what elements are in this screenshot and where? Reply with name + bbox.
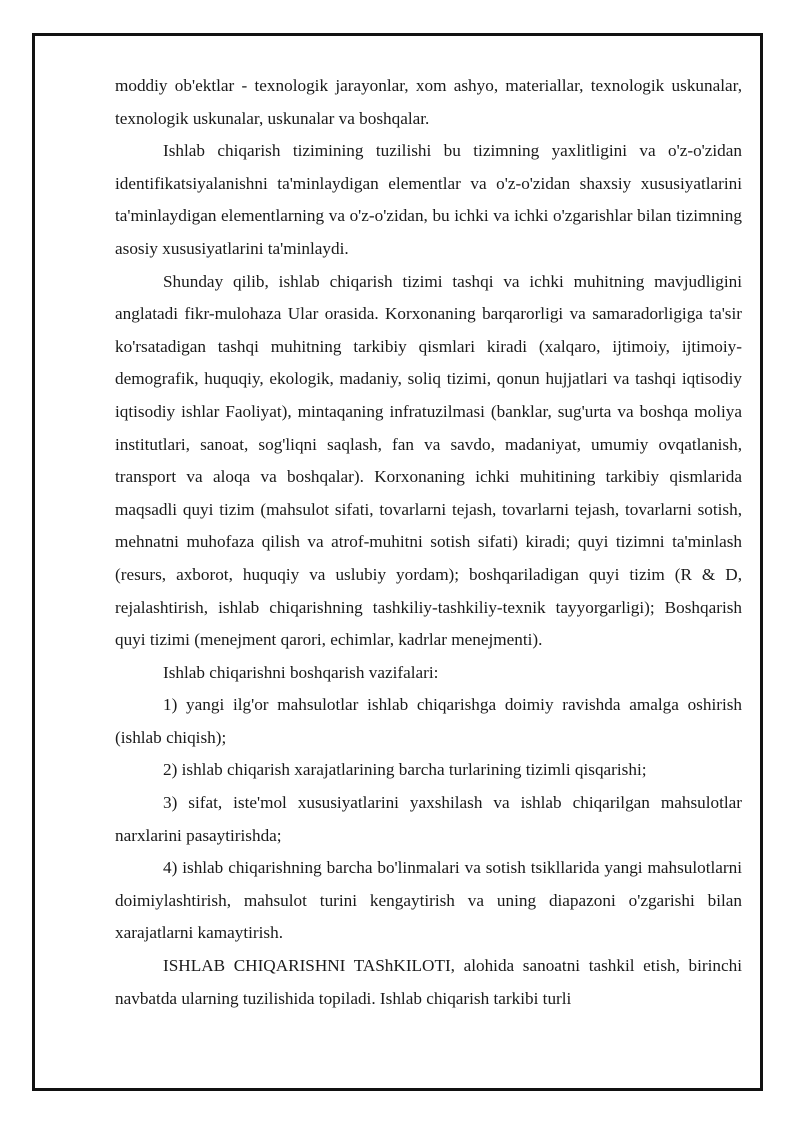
- paragraph: Ishlab chiqarish tizimining tuzilishi bu tizimning yaxlitligini va o'z-o'zidan identifikatsiyalanishni ta'minlaydigan elementlar va o'z-o'zidan shaxsiy xususiyatlarini ta'minlaydigan elementlarning va o'z-o'zidan, bu ichki va ichki o'zgarishlar bilan tizimning asosiy xususiyatlarini ta'minlaydi.: [115, 141, 742, 258]
- section-heading: Ishlab chiqarishni boshqarish vazifalari:: [163, 662, 439, 682]
- list-item: 1) yangi ilg'or mahsulotlar ishlab chiqarishga doimiy ravishda amalga oshirish (ishlab chiqish);: [115, 695, 742, 747]
- list-item: 4) ishlab chiqarishning barcha bo'linmalari va sotish tsikllarida yangi mahsulotlarni doimiylashtirish, mahsulot turini kengaytirish va uning diapazoni o'zgarishi bilan xarajatlarni kamaytirish.: [115, 858, 742, 943]
- list-item: 3) sifat, iste'mol xususiyatlarini yaxshilash va ishlab chiqarilgan mahsulotlar narxlarini pasaytirishda;: [115, 793, 742, 845]
- document-body: [115, 70, 742, 1015]
- paragraph: Shunday qilib, ishlab chiqarish tizimi tashqi va ichki muhitning mavjudligini anglatadi fikr-mulohaza Ular orasida. Korxonaning barqarorligi va samaradorligiga ta'sir ko'rsatadigan tashqi muhitning tarkibiy qismlari kiradi (xalqaro, ijtimoiy, ijtimoiy-demografik, huquqiy, ekologik, madaniy, soliq tizimi, qonun hujjatlari va tashqi iqtisodiy iqtisodiy ishlar Faoliyat), mintaqaning infratuzilmasi (banklar, sug'urta va boshqa moliya institutlari, sanoat, sog'liqni saqlash, fan va savdo, madaniyat, umumiy ovqatlanish, transport va aloqa va boshqalar). Korxonaning ichki muhitining tarkibiy qismlarida maqsadli quyi tizim (mahsulot sifati, tovarlarni tejash, tovarlarni tejash, tovarlarni sotish, mehnatni muhofaza qilish va atrof-muhitni sotish sifati) kiradi; quyi tizimni ta'minlash (resurs, axborot, huquqiy va uslubiy yordam); boshqariladigan quyi tizim (R & D, rejalashtirish, ishlab chiqarishning tashkiliy-tashkiliy-texnik tayyorgarligi); Boshqarish quyi tizimi (menejment qarori, echimlar, kadrlar menejmenti).: [115, 271, 742, 650]
- list-item: 2) ishlab chiqarish xarajatlarining barcha turlarining tizimli qisqarishi;: [163, 760, 647, 780]
- paragraph: moddiy ob'ektlar - texnologik jarayonlar, xom ashyo, materiallar, texnologik uskunalar, texnologik uskunalar, uskunalar va boshqalar.: [115, 76, 742, 128]
- paragraph: ISHLAB CHIQARISHNI TAShKILOTI, alohida sanoatni tashkil etish, birinchi navbatda ularning tuzilishida topiladi. Ishlab chiqarish tarkibi turli: [115, 956, 742, 1008]
